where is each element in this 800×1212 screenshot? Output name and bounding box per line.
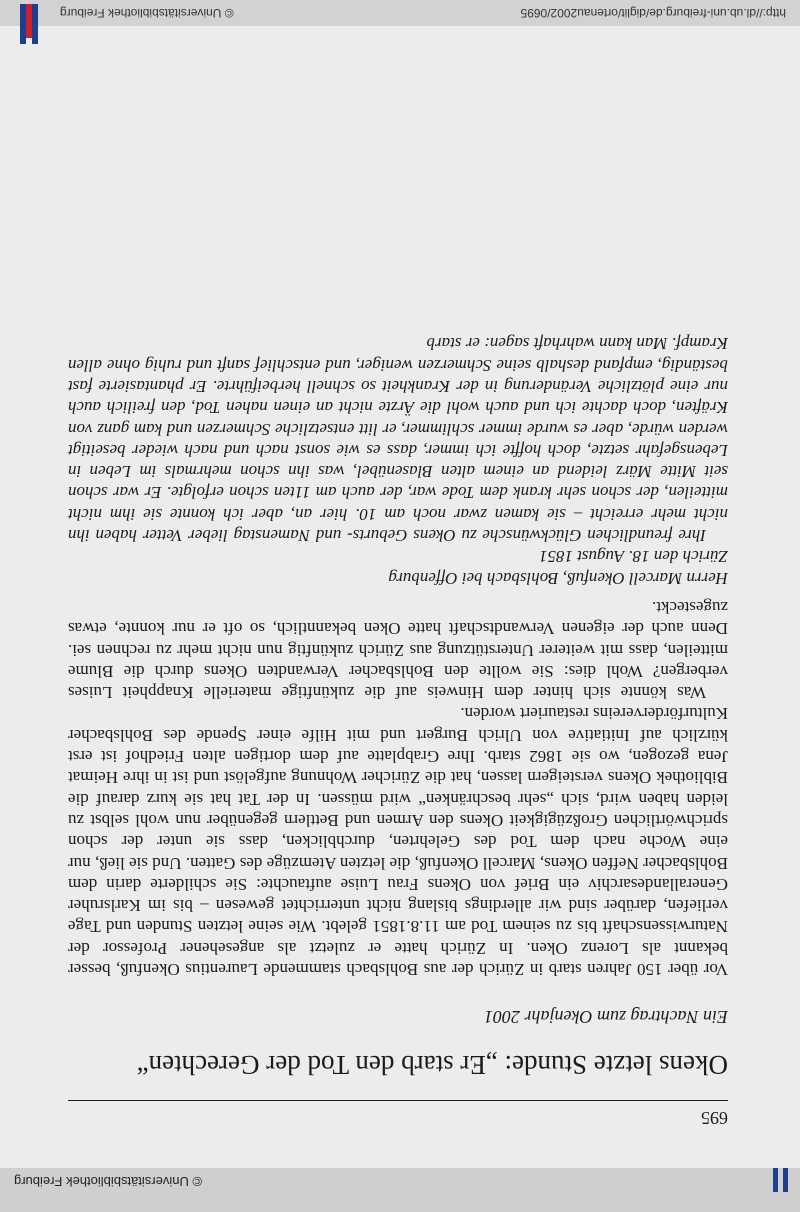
header-copyright: © Universitätsbibliothek Freiburg (60, 6, 234, 20)
letter-address: Herrn Marcell Okenfuß, Bohlsbach bei Offenburg (388, 568, 728, 588)
university-logo-icon (6, 0, 46, 44)
top-bar (0, 0, 800, 26)
letter-body: Ihre freundlichen Glückwünsche zu Okens Geburts- und Namenstag lieber Vetter haben ihn nicht mehr erreicht – sie kamen zwar noch am 10. hier an, aber ich konnte sie ihm nicht mitteilen, der schon sehr krank dem Tode war, der auch am 11ten schon erfolgte. Er war schon seit Mitte März leidend an einem alten Blasenübel, was ihn schon mehrmals im Leben in Lebensgefahr setzte, doch hoffte ich immer, dass es wie sonst nach und nach wieder beseitigt werden würde, aber es wurde immer schlimmer, er litt entsetzliche Schmerzen und kam ganz von Kräften, doch dachte ich und auch wohl die Ärzte nicht an einen nahen Tod, den freilich auch nur eine plötzliche Veränderung in der Krankheit so schnell herbeiführte. Er phantasierte fast beständig, empfand deshalb seine Schmerzen weniger, und entschlief sanft und ruhig ohne allen Krampf. Man kann wahrhaft sagen: er starb (68, 334, 728, 546)
page-number: 695 (701, 1108, 728, 1128)
header-rule (68, 1100, 728, 1101)
letter-date: Zürich den 18. August 1851 (538, 547, 728, 567)
paragraph-2: Was könnte sich hinter dem Hinweis auf die zukünftige materielle Knappheit Luises verbergen? Wohl dies: Sie wollte den Bohlsbacher Verwandten Okens durch die Blume mitteilen, dass mit weiterer Unterstützung aus Zürich zukünftig nun nicht mehr zu rechnen sei. Denn auch der eigenen Verwandtschaft hatte Oken bekanntlich, so oft er nur konnte, etwas zugesteckt. (68, 597, 728, 703)
university-logo-small-icon (754, 1168, 794, 1212)
paragraph-1: Vor über 150 Jahren starb in Zürich der aus Bohlsbach stammende Laurentius Okenfuß, besser bekannt als Lorenz Oken. In Zürich hatte er zuletzt als angesehener Professor der Naturwissenschaft bis zu seinem Tod am 11.8.1851 gelebt. Wie seine letzten Stunden und Tage verliefen, darüber sind wir allerdings bislang nicht unterrichtet gewesen – bis im Karlsruher Generallandesarchiv ein Brief von Okens Frau Luise auftauchte: Sie schilderte darin dem Bohlsbacher Neffen Okens, Marcell Okenfuß, die letzten Atemzüge des Gatten. Und sie ließ, nur eine Woche nach dem Tod des Gelehrten, durchblicken, dass sie unter der schon sprichwörtlichen Großzügigkeit Okens den Armen und Bettlern gegenüber nun wohl selbst zu leiden haben wird, sich „sehr beschränken“ wird müssen. In der Tat hat sie kurz darauf die Bibliothek Okens versteigern lassen, hat die Züricher Wohnung aufgelöst und ist in ihre Heimat Jena gezogen, wo sie 1862 starb. Ihre Grabplatte auf dem dortigen alten Friedhof ist erst kürzlich auf Initiative von Ulrich Burgert und mit Hilfe einer Spende des Bohlsbacher Kulturfördervereins restauriert worden. (68, 704, 728, 979)
header-url[interactable]: http://dl.ub.uni-freiburg.de/diglit/ortenau2002/0695 (520, 6, 786, 20)
article-title: Okens letzte Stunde: „Er starb den Tod der Gerechten“ (136, 1050, 728, 1080)
footer-copyright: © Universitätsbibliothek Freiburg (14, 1174, 203, 1189)
document-body (68, 333, 728, 1128)
article-subtitle: Ein Nachtrag zum Okenjahr 2001 (484, 1007, 728, 1027)
bottom-bar (0, 1168, 800, 1212)
